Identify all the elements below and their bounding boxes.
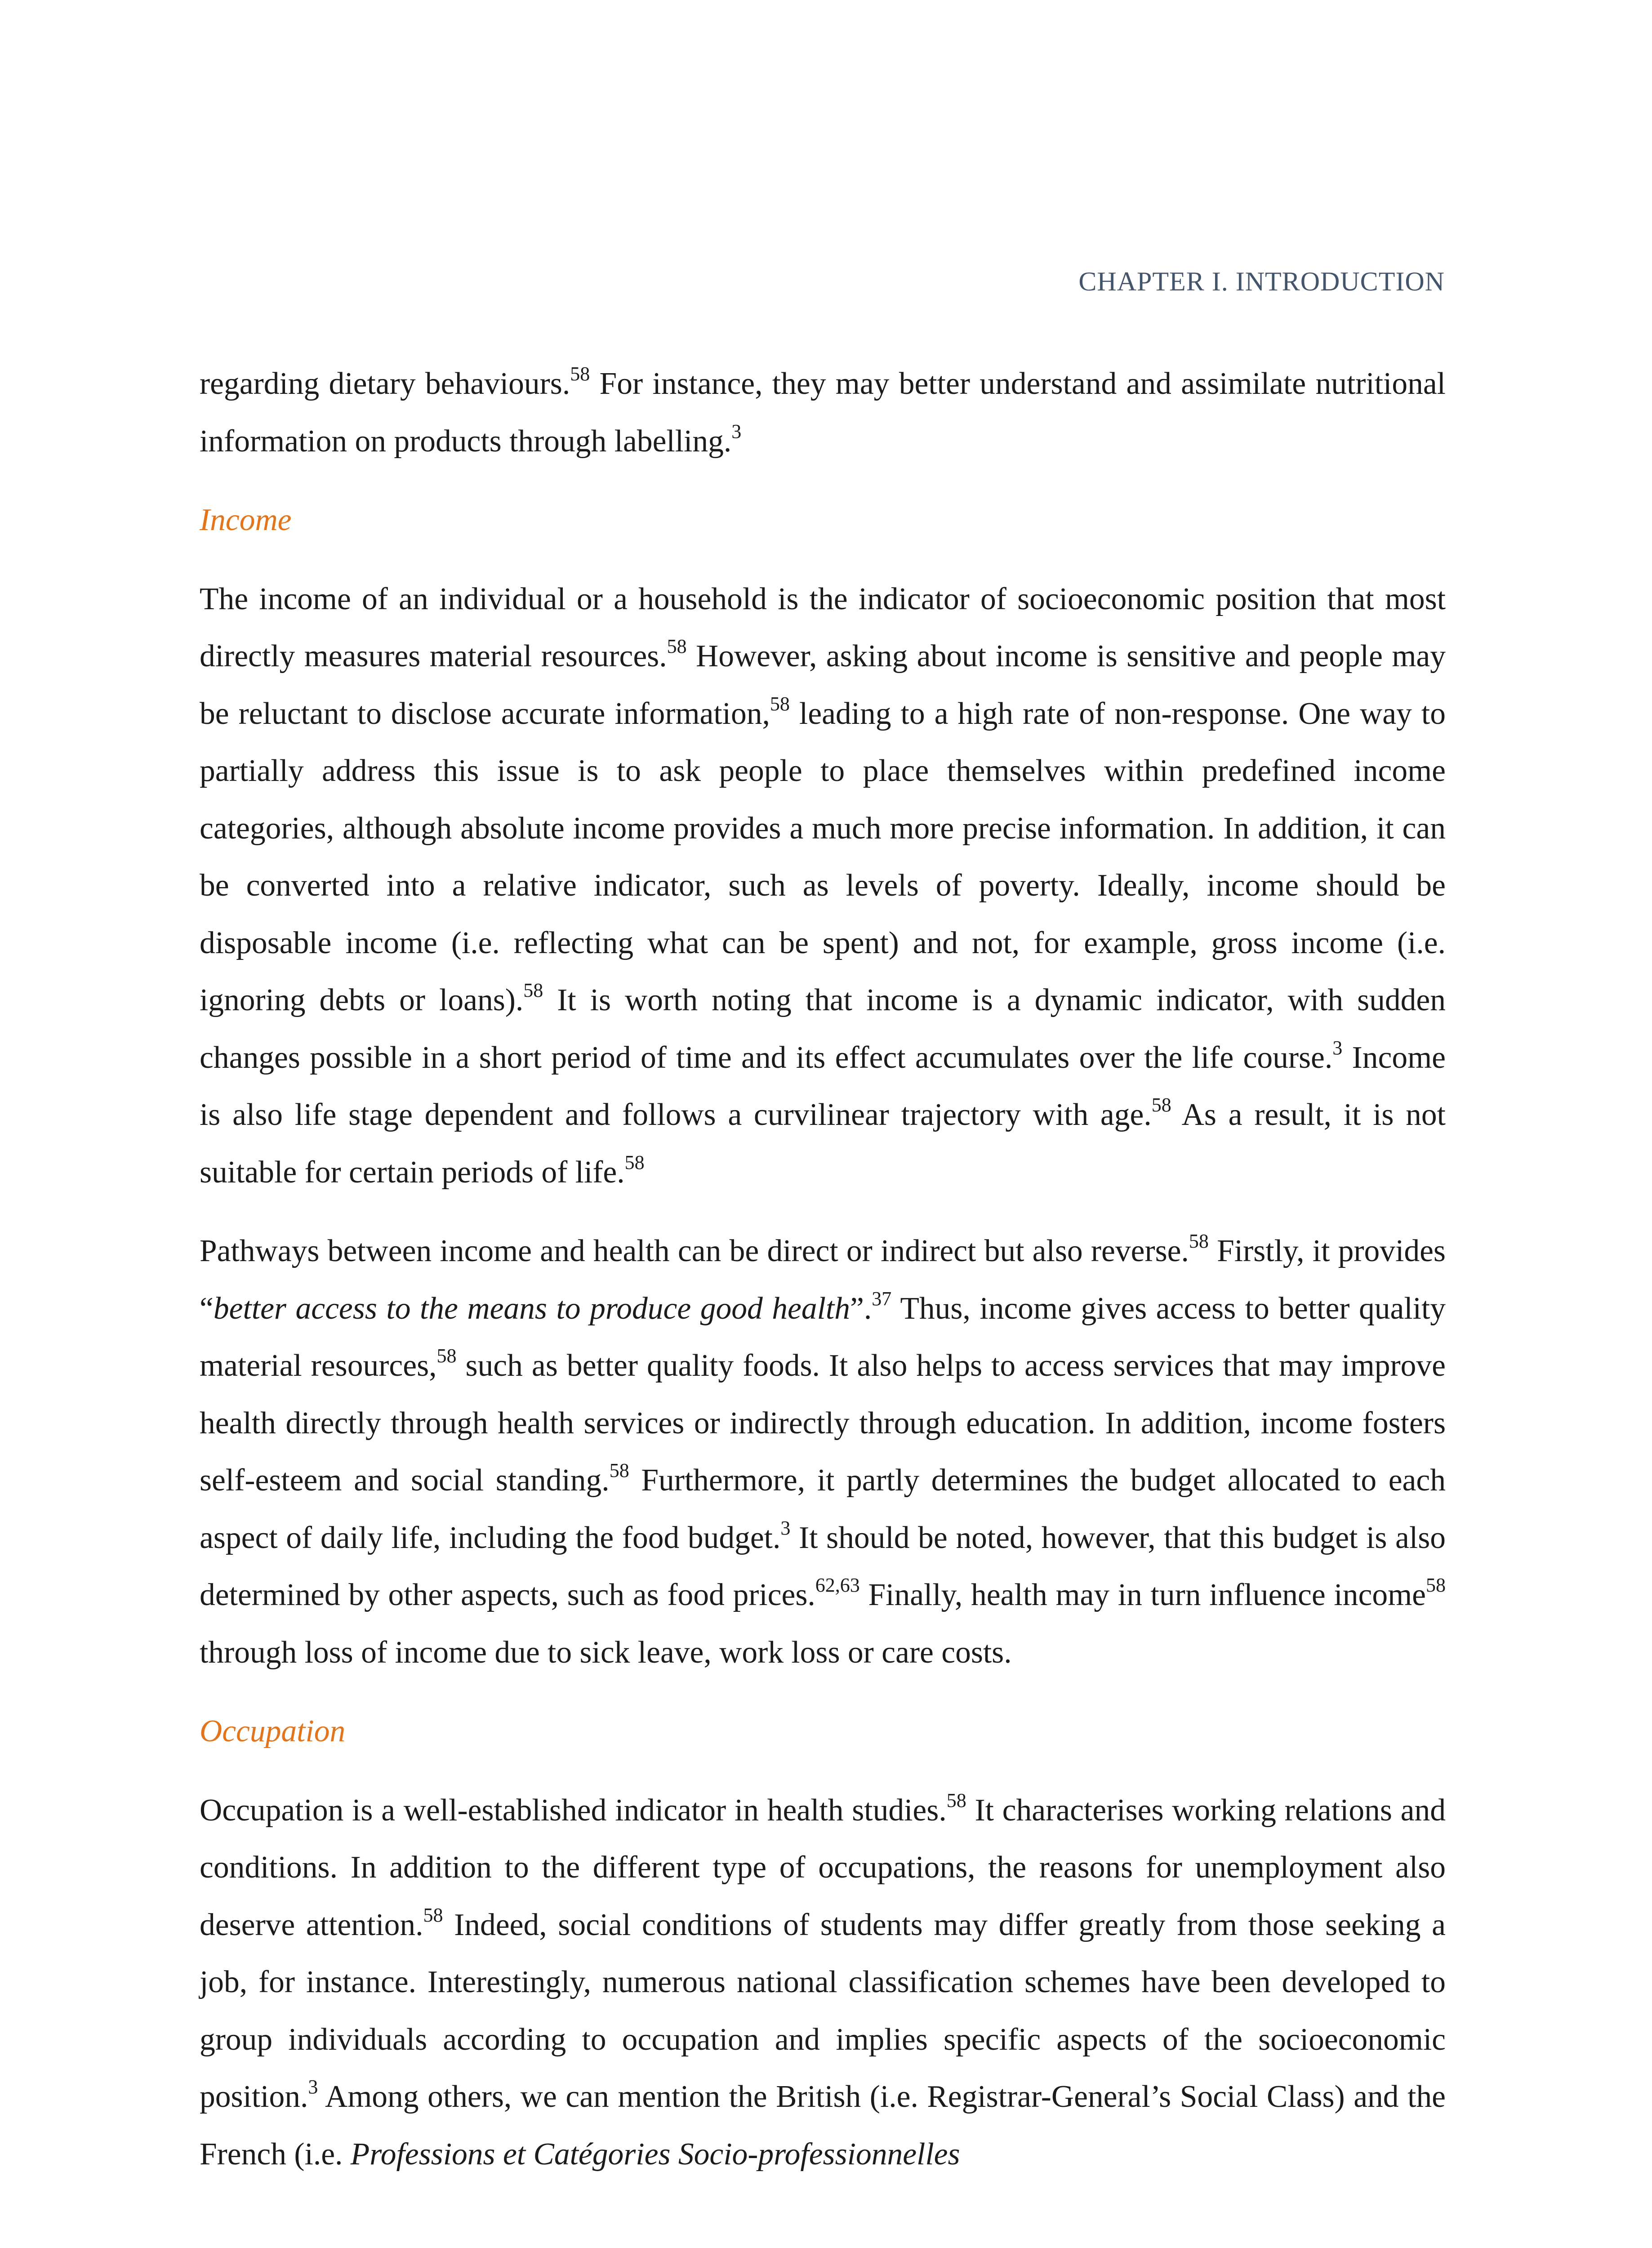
paragraph-income-definition <box>200 571 1446 1201</box>
italic-phrase: Professions et Catégories Socio-professionnelles <box>350 2136 960 2172</box>
text-run: Income is also life stage dependent and follows a curvilinear trajectory with age. <box>200 1040 1446 1132</box>
text-run: Firstly, it provides “ <box>200 1234 1446 1326</box>
text-run: Finally, health may in turn influence income <box>859 1578 1426 1612</box>
paragraph-dietary <box>200 355 1446 470</box>
citation-superscript: 3 <box>308 2076 318 2098</box>
citation-superscript: 58 <box>946 1789 966 1811</box>
citation-superscript: 37 <box>872 1287 892 1310</box>
citation-superscript: 58 <box>609 1459 629 1481</box>
text-run: It is worth noting that income is a dynamic indicator, with sudden changes possible in a short period of time and its effect accumulates over the life course. <box>200 983 1446 1075</box>
citation-superscript: 3 <box>780 1517 791 1539</box>
text-run: Indeed, social conditions of students may differ greatly from those seeking a job, for instance. Interestingly, numerous national classification schemes have been developed to group individuals according to occupation and implies specific aspects of the socioeconomic position. <box>200 1907 1446 2114</box>
citation-superscript: 3 <box>1332 1036 1343 1059</box>
running-header: CHAPTER I. INTRODUCTION <box>1078 267 1445 296</box>
citation-superscript: 58 <box>667 635 687 657</box>
paragraph-income-pathways <box>200 1222 1446 1681</box>
citation-superscript: 58 <box>1151 1094 1171 1116</box>
text-run: such as better quality foods. It also helps to access services that may improve health directly through health services or indirectly through education. In addition, income fosters self-esteem and social standing. <box>200 1348 1446 1498</box>
text-run: The income of an individual or a household is the indicator of socioeconomic position that most directly measures material resources. <box>200 581 1446 674</box>
citation-superscript: 58 <box>770 692 790 715</box>
text-run: For instance, they may better understand and assimilate nutritional information on products through labelling. <box>200 366 1446 459</box>
citation-superscript: 58 <box>624 1151 645 1173</box>
text-run: It should be noted, however, that this budget is also determined by other aspects, such as food prices. <box>200 1520 1446 1612</box>
citation-superscript: 3 <box>731 420 742 442</box>
citation-superscript: 62,63 <box>815 1574 860 1596</box>
text-run: Furthermore, it partly determines the budget allocated to each aspect of daily life, including the food budget. <box>200 1463 1446 1555</box>
text-run: leading to a high rate of non-response. One way to partially address this issue is to ask people to place themselves within predefined income categories, although absolute income provides a much more precise information. In addition, it can be converted into a relative indicator, such as levels of poverty. Ideally, income should be disposable income (i.e. reflecting what can be spent) and not, for example, gross income (i.e. ignoring debts or loans). <box>200 696 1446 1017</box>
citation-superscript: 58 <box>1426 1574 1446 1596</box>
paragraph-occupation <box>200 1782 1446 2183</box>
text-run: Occupation is a well-established indicator in health studies. <box>200 1793 947 1828</box>
text-run: Thus, income gives access to better quality material resources, <box>200 1291 1446 1383</box>
page-body <box>200 355 1446 2183</box>
text-run: As a result, it is not suitable for certain periods of life. <box>200 1097 1446 1190</box>
text-run: It characterises working relations and conditions. In addition to the different type of occupations, the reasons for unemployment also deserve attention. <box>200 1793 1446 1942</box>
text-run: through loss of income due to sick leave, work loss or care costs. <box>200 1635 1012 1670</box>
text-run: Pathways between income and health can be direct or indirect but also reverse. <box>200 1234 1189 1268</box>
citation-superscript: 58 <box>1189 1230 1209 1252</box>
text-run: regarding dietary behaviours. <box>200 366 570 401</box>
citation-superscript: 58 <box>523 979 543 1001</box>
section-heading-occupation: Occupation <box>200 1714 346 1748</box>
citation-superscript: 58 <box>436 1345 457 1367</box>
text-run: ”. <box>850 1291 872 1326</box>
citation-superscript: 58 <box>423 1904 443 1926</box>
citation-superscript: 58 <box>570 363 590 385</box>
text-run: Among others, we can mention the British (i.e. Registrar-General’s Social Class) and the French (i.e. <box>200 2079 1446 2172</box>
section-heading-income: Income <box>200 503 292 537</box>
italic-phrase: better access to the means to produce good health <box>213 1291 850 1326</box>
text-run: However, asking about income is sensitive and people may be reluctant to disclose accurate information, <box>200 639 1446 731</box>
